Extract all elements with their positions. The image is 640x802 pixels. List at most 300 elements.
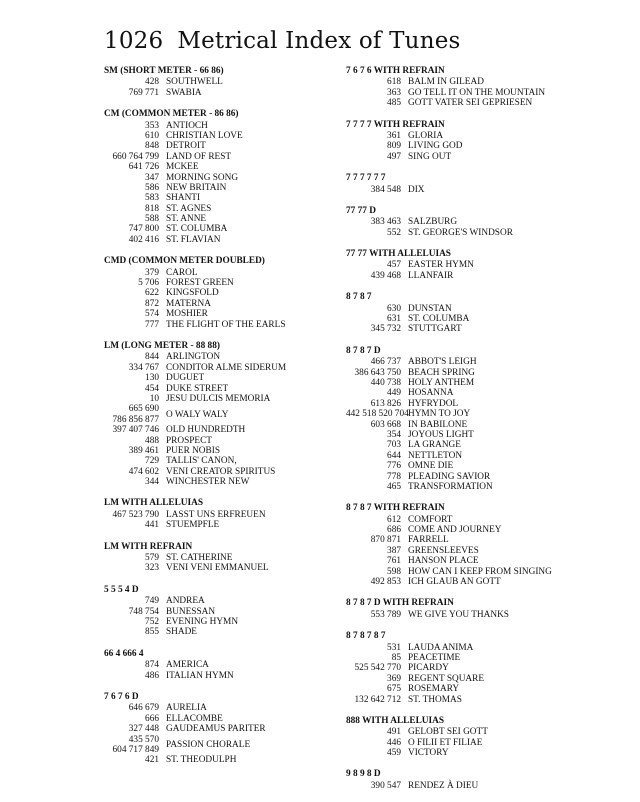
meter-heading: 7 6 7 6 WITH REFRAIN xyxy=(346,66,445,76)
meter-heading: LM WITH REFRAIN xyxy=(104,541,193,552)
meter-heading: 8 7 8 7 D xyxy=(346,345,381,356)
hymn-numbers xyxy=(104,436,166,446)
tune-entry xyxy=(346,525,586,535)
tune-entry xyxy=(346,695,586,705)
hymn-number-line: 485 xyxy=(387,98,401,109)
hymn-numbers xyxy=(346,324,408,334)
meter-heading: 8 7 8 7 WITH REFRAIN xyxy=(346,503,445,514)
meter-heading: 7 7 7 7 7 7 xyxy=(346,173,386,184)
tune-entry xyxy=(346,482,586,492)
tune-name: REGENT SQUARE xyxy=(408,673,485,684)
hymn-numbers xyxy=(346,399,408,409)
meter-heading: 7 7 7 7 WITH REFRAIN xyxy=(346,119,445,130)
hymn-number-line: 525 542 770 xyxy=(354,663,401,674)
hymn-number-line: 686 xyxy=(387,525,401,536)
tune-name: ARLINGTON xyxy=(166,352,221,363)
hymn-numbers xyxy=(104,173,166,183)
meter-section xyxy=(346,716,586,759)
hymn-number-line: 660 764 799 xyxy=(112,151,159,162)
meter-heading: SM (SHORT METER - 66 86) xyxy=(104,66,224,76)
tune-entry xyxy=(346,217,586,227)
hymn-numbers xyxy=(346,577,408,587)
tune-entry xyxy=(346,228,586,238)
hymn-number-line: 383 463 xyxy=(370,217,401,228)
tune-name: PASSION CHORALE xyxy=(166,739,251,750)
tune-entry xyxy=(104,607,322,617)
hymn-numbers xyxy=(346,663,408,673)
tune-entry xyxy=(104,671,322,681)
tune-name: ST. ANNE xyxy=(166,214,207,225)
tune-entry xyxy=(104,563,322,573)
tune-entry xyxy=(104,755,322,765)
tune-name: NEW BRITAIN xyxy=(166,182,227,193)
hymn-numbers xyxy=(104,477,166,487)
tune-entry xyxy=(346,684,586,694)
tune-name: TALLIS' CANON, xyxy=(166,456,237,467)
tune-name: MOSHIER xyxy=(166,309,208,320)
tune-name: CAROL xyxy=(166,267,198,278)
hymn-numbers xyxy=(346,684,408,694)
tune-entry xyxy=(346,409,586,419)
tune-entry xyxy=(104,735,322,756)
tune-entry xyxy=(104,363,322,373)
tune-name: SHADE xyxy=(166,627,197,638)
meter-heading: LM WITH ALLELUIAS xyxy=(104,498,204,509)
tune-entry xyxy=(104,278,322,288)
hymn-numbers xyxy=(346,420,408,430)
tune-entry xyxy=(346,781,586,791)
hymn-number-line: 598 xyxy=(387,566,401,577)
hymn-number-line: 446 xyxy=(387,737,401,748)
tune-name: ST. THEODULPH xyxy=(166,755,237,766)
meter-heading: 77 77 D xyxy=(346,205,376,216)
tune-entry xyxy=(104,162,322,172)
hymn-numbers xyxy=(346,388,408,398)
hymn-number-line: 466 737 xyxy=(370,357,401,368)
tune-name: JESU DULCIS MEMORIA xyxy=(166,393,271,404)
tune-entry xyxy=(346,674,586,684)
meter-section xyxy=(346,66,586,109)
tune-name: EVENING HYMN xyxy=(166,616,239,627)
tune-name: VENI VENI EMMANUEL xyxy=(166,563,269,574)
hymn-number-line: 778 xyxy=(387,471,401,482)
tune-entry xyxy=(104,173,322,183)
hymn-numbers xyxy=(346,430,408,440)
hymn-number-line: 465 xyxy=(387,481,401,492)
tune-name: ST. CATHERINE xyxy=(166,553,233,564)
hymn-number-line: 870 871 xyxy=(370,535,401,546)
tune-name: HOSANNA xyxy=(408,388,454,399)
meter-heading: 77 77 WITH ALLELUIAS xyxy=(346,249,451,260)
tune-name: KINGSFOLD xyxy=(166,288,219,299)
hymn-number-line: 457 xyxy=(387,260,401,271)
hymn-numbers xyxy=(346,556,408,566)
tune-entry xyxy=(104,224,322,234)
tune-name: MCKEE xyxy=(166,162,199,173)
tune-entry xyxy=(104,553,322,563)
hymn-numbers xyxy=(104,235,166,245)
tune-entry xyxy=(346,399,586,409)
tune-entry xyxy=(346,77,586,87)
hymn-numbers xyxy=(346,378,408,388)
tune-entry xyxy=(346,185,586,195)
hymn-numbers xyxy=(104,671,166,681)
hymn-numbers xyxy=(104,88,166,98)
tune-name: SWABIA xyxy=(166,87,202,98)
meter-heading: 8 7 8 7 8 7 xyxy=(346,631,386,642)
tune-entry xyxy=(104,714,322,724)
meter-section xyxy=(104,341,322,487)
hymn-numbers xyxy=(346,748,408,758)
tune-name: EASTER HYMN xyxy=(408,260,474,271)
meter-heading: 5 5 5 4 D xyxy=(104,584,139,595)
tune-name: O WALY WALY xyxy=(166,409,229,420)
hymn-numbers xyxy=(104,425,166,435)
tune-entry xyxy=(346,535,586,545)
hymn-number-line: 442 518 520 704 xyxy=(346,409,409,420)
tune-entry xyxy=(104,477,322,487)
hymn-numbers xyxy=(104,162,166,172)
hymn-number-line: 872 xyxy=(145,298,159,309)
meter-section xyxy=(104,256,322,330)
tune-name: TRANSFORMATION xyxy=(408,481,493,492)
hymn-number-line: 421 xyxy=(145,755,159,766)
hymn-number-line: 748 754 xyxy=(128,606,159,617)
tune-name: MORNING SONG xyxy=(166,172,239,183)
tune-name: SOUTHWELL xyxy=(166,77,223,88)
hymn-number-line: 583 xyxy=(145,193,159,204)
tune-name: PLEADING SAVIOR xyxy=(408,471,491,482)
hymn-number-line: 497 xyxy=(387,151,401,162)
hymn-numbers xyxy=(104,617,166,627)
tune-entry xyxy=(104,425,322,435)
hymn-numbers xyxy=(346,77,408,87)
hymn-numbers xyxy=(104,563,166,573)
tune-name: SING OUT xyxy=(408,151,452,162)
hymn-numbers xyxy=(346,131,408,141)
tune-name: ABBOT'S LEIGH xyxy=(408,357,477,368)
meter-heading: 7 6 7 6 D xyxy=(104,691,139,702)
tune-entry xyxy=(104,446,322,456)
hymn-number-line: 761 xyxy=(387,556,401,567)
hymn-number-line: 622 xyxy=(145,288,159,299)
meter-section xyxy=(104,692,322,766)
hymn-number-line: 848 xyxy=(145,141,159,152)
hymn-number-line: 610 xyxy=(145,130,159,141)
hymn-number-line: 665 690 xyxy=(128,404,159,415)
tune-name: STUTTGART xyxy=(408,324,462,335)
tune-name: CONDITOR ALME SIDERUM xyxy=(166,362,287,373)
tune-name: FOREST GREEN xyxy=(166,278,234,289)
hymn-number-line: 379 xyxy=(145,267,159,278)
tune-name: FARRELL xyxy=(408,535,449,546)
hymn-numbers xyxy=(346,185,408,195)
meter-section xyxy=(104,109,322,245)
tune-entry xyxy=(346,271,586,281)
hymn-number-line: 747 800 xyxy=(128,224,159,235)
hymn-number-line: 612 xyxy=(387,514,401,525)
tune-name: LAND OF REST xyxy=(166,151,232,162)
tune-entry xyxy=(104,214,322,224)
tune-name: AURELIA xyxy=(166,703,207,714)
tune-entry xyxy=(346,88,586,98)
tune-name: SHANTI xyxy=(166,193,201,204)
tune-entry xyxy=(346,610,586,620)
tune-name: GOTT VATER SEI GEPRIESEN xyxy=(408,98,533,109)
tune-name: HYMN TO JOY xyxy=(408,409,471,420)
tune-entry xyxy=(104,510,322,520)
hymn-number-line: 553 789 xyxy=(370,609,401,620)
tune-name: ST. GEORGE'S WINDSOR xyxy=(408,227,513,238)
hymn-number-line: 613 826 xyxy=(370,398,401,409)
tune-name: WINCHESTER NEW xyxy=(166,477,250,488)
meter-section xyxy=(346,346,586,492)
hymn-numbers xyxy=(346,152,408,162)
tune-name: CHRISTIAN LOVE xyxy=(166,130,243,141)
tune-name: LA GRANGE xyxy=(408,440,461,451)
hymn-numbers xyxy=(346,409,408,419)
tune-entry xyxy=(346,472,586,482)
tune-entry xyxy=(346,131,586,141)
hymn-numbers xyxy=(346,304,408,314)
hymn-numbers xyxy=(104,320,166,330)
hymn-numbers xyxy=(346,217,408,227)
meter-section xyxy=(104,542,322,574)
hymn-number-line: 618 xyxy=(387,77,401,88)
hymn-number-line: 786 856 877 xyxy=(112,414,159,425)
tune-entry xyxy=(346,567,586,577)
meter-section xyxy=(104,649,322,681)
hymn-number-line: 10 xyxy=(149,393,159,404)
hymn-number-line: 397 407 746 xyxy=(112,425,159,436)
tune-name: GLORIA xyxy=(408,130,444,141)
hymn-number-line: 435 570 xyxy=(128,734,159,745)
tune-name: WE GIVE YOU THANKS xyxy=(408,609,509,620)
tune-name: ANDREA xyxy=(166,596,205,607)
tune-entry xyxy=(104,617,322,627)
tune-entry xyxy=(104,373,322,383)
tune-entry xyxy=(104,394,322,404)
hymn-number-line: 347 xyxy=(145,172,159,183)
hymn-number-line: 574 xyxy=(145,309,159,320)
meter-section xyxy=(104,585,322,638)
hymn-numbers xyxy=(104,553,166,563)
tune-name: HOW CAN I KEEP FROM SINGING xyxy=(408,566,552,577)
tune-name: IN BABILONE xyxy=(408,419,468,430)
tune-entry xyxy=(104,193,322,203)
tune-entry xyxy=(104,352,322,362)
hymn-number-line: 474 602 xyxy=(128,466,159,477)
hymn-numbers xyxy=(346,535,408,545)
hymn-numbers xyxy=(346,515,408,525)
tune-entry xyxy=(346,152,586,162)
right-column xyxy=(346,66,586,802)
meter-heading: 8 7 8 7 D WITH REFRAIN xyxy=(346,598,454,609)
hymn-number-line: 361 xyxy=(387,130,401,141)
hymn-numbers xyxy=(104,607,166,617)
tune-name: DIX xyxy=(408,184,425,195)
hymn-numbers xyxy=(346,451,408,461)
hymn-numbers xyxy=(104,121,166,131)
hymn-numbers xyxy=(104,309,166,319)
page-number: 1026 xyxy=(104,28,164,54)
hymn-numbers xyxy=(104,520,166,530)
tune-name: ANTIOCH xyxy=(166,120,208,131)
hymn-numbers xyxy=(104,596,166,606)
hymn-numbers xyxy=(104,131,166,141)
hymn-numbers xyxy=(346,525,408,535)
tune-name: DUKE STREET xyxy=(166,383,229,394)
tune-name: MATERNA xyxy=(166,298,211,309)
hymn-number-line: 531 xyxy=(387,642,401,653)
hymn-numbers xyxy=(104,446,166,456)
tune-name: SALZBURG xyxy=(408,217,458,228)
tune-name: THE FLIGHT OF THE EARLS xyxy=(166,319,286,330)
hymn-numbers xyxy=(104,384,166,394)
hymn-numbers xyxy=(346,88,408,98)
tune-entry xyxy=(104,467,322,477)
hymn-numbers xyxy=(104,268,166,278)
tune-name: OLD HUNDREDTH xyxy=(166,425,246,436)
hymn-numbers xyxy=(346,461,408,471)
hymn-numbers xyxy=(104,714,166,724)
hymn-numbers xyxy=(346,674,408,684)
hymn-number-line: 459 xyxy=(387,748,401,759)
tune-entry xyxy=(104,121,322,131)
hymn-numbers xyxy=(104,724,166,734)
hymn-number-line: 579 xyxy=(145,553,159,564)
hymn-number-line: 454 xyxy=(145,383,159,394)
tune-name: HANSON PLACE xyxy=(408,556,479,567)
hymn-number-line: 467 523 790 xyxy=(112,509,159,520)
hymn-numbers xyxy=(104,183,166,193)
hymn-numbers xyxy=(346,482,408,492)
hymn-numbers xyxy=(346,228,408,238)
hymn-number-line: 818 xyxy=(145,203,159,214)
hymn-number-line: 402 416 xyxy=(128,234,159,245)
tune-entry xyxy=(104,520,322,530)
tune-name: GREENSLEEVES xyxy=(408,545,479,556)
hymn-number-line: 729 xyxy=(145,456,159,467)
hymn-number-line: 354 xyxy=(387,429,401,440)
hymn-number-line: 389 461 xyxy=(128,445,159,456)
tune-entry xyxy=(104,77,322,87)
tune-name: COME AND JOURNEY xyxy=(408,525,502,536)
hymn-number-line: 353 xyxy=(145,120,159,131)
hymn-number-line: 441 xyxy=(145,520,159,531)
hymn-numbers xyxy=(346,653,408,663)
hymn-number-line: 130 xyxy=(145,373,159,384)
tune-entry xyxy=(104,268,322,278)
hymn-number-line: 5 706 xyxy=(138,278,159,289)
hymn-numbers xyxy=(346,260,408,270)
meter-section xyxy=(346,120,586,163)
hymn-number-line: 630 xyxy=(387,303,401,314)
hymn-numbers xyxy=(104,456,166,466)
hymn-number-line: 132 642 712 xyxy=(354,694,401,705)
hymn-numbers xyxy=(346,271,408,281)
hymn-numbers xyxy=(346,781,408,791)
tune-name: VENI CREATOR SPIRITUS xyxy=(166,466,276,477)
tune-entry xyxy=(104,724,322,734)
tune-entry xyxy=(104,627,322,637)
tune-entry xyxy=(104,152,322,162)
tune-name: O FILII ET FILIAE xyxy=(408,737,483,748)
hymn-number-line: 844 xyxy=(145,352,159,363)
tune-entry xyxy=(346,515,586,525)
hymn-number-line: 644 xyxy=(387,450,401,461)
tune-entry xyxy=(346,430,586,440)
tune-entry xyxy=(346,556,586,566)
tune-entry xyxy=(346,304,586,314)
tune-name: DUNSTAN xyxy=(408,303,452,314)
tune-entry xyxy=(104,456,322,466)
meter-section xyxy=(346,173,586,195)
tune-entry xyxy=(104,131,322,141)
tune-name: JOYOUS LIGHT xyxy=(408,429,474,440)
hymn-number-line: 323 xyxy=(145,563,159,574)
meter-heading: 66 4 666 4 xyxy=(104,648,144,659)
meter-heading: CM (COMMON METER - 86 86) xyxy=(104,109,239,120)
hymn-numbers xyxy=(104,755,166,765)
hymn-number-line: 809 xyxy=(387,141,401,152)
tune-entry xyxy=(104,88,322,98)
hymn-numbers xyxy=(346,440,408,450)
tune-entry xyxy=(346,546,586,556)
tune-entry xyxy=(346,378,586,388)
hymn-number-line: 675 xyxy=(387,684,401,695)
tune-name: BEACH SPRING xyxy=(408,367,475,378)
tune-name: ST. FLAVIAN xyxy=(166,234,221,245)
tune-name: OMNE DIE xyxy=(408,461,454,472)
hymn-numbers xyxy=(346,141,408,151)
page-title: Metrical Index of Tunes xyxy=(177,28,461,54)
hymn-number-line: 85 xyxy=(391,652,401,663)
meter-section xyxy=(104,498,322,530)
tune-name: DETROIT xyxy=(166,141,206,152)
hymn-numbers xyxy=(346,610,408,620)
hymn-numbers xyxy=(104,193,166,203)
tune-name: STUEMPFLE xyxy=(166,520,220,531)
tune-entry xyxy=(346,368,586,378)
hymn-numbers xyxy=(346,643,408,653)
hymn-numbers xyxy=(346,738,408,748)
tune-entry xyxy=(346,260,586,270)
hymn-number-line: 345 732 xyxy=(370,324,401,335)
tune-entry xyxy=(346,98,586,108)
hymn-number-line: 334 767 xyxy=(128,362,159,373)
hymn-number-line: 390 547 xyxy=(370,780,401,791)
hymn-number-line: 344 xyxy=(145,477,159,488)
tune-entry xyxy=(104,288,322,298)
hymn-number-line: 428 xyxy=(145,77,159,88)
tune-name: HYFRYDOL xyxy=(408,398,459,409)
hymn-numbers xyxy=(346,368,408,378)
tune-entry xyxy=(104,384,322,394)
hymn-number-line: 492 853 xyxy=(370,577,401,588)
hymn-number-line: 327 448 xyxy=(128,724,159,735)
hymn-number-line: 769 771 xyxy=(128,87,159,98)
hymn-numbers xyxy=(104,352,166,362)
hymn-numbers xyxy=(104,77,166,87)
tune-name: NETTLETON xyxy=(408,450,463,461)
hymn-number-line: 749 xyxy=(145,596,159,607)
meter-section xyxy=(346,249,586,281)
meter-heading: LM (LONG METER - 88 88) xyxy=(104,340,220,351)
hymn-numbers xyxy=(104,152,166,162)
tune-name: RENDEZ À DIEU xyxy=(408,780,479,791)
tune-entry xyxy=(346,314,586,324)
